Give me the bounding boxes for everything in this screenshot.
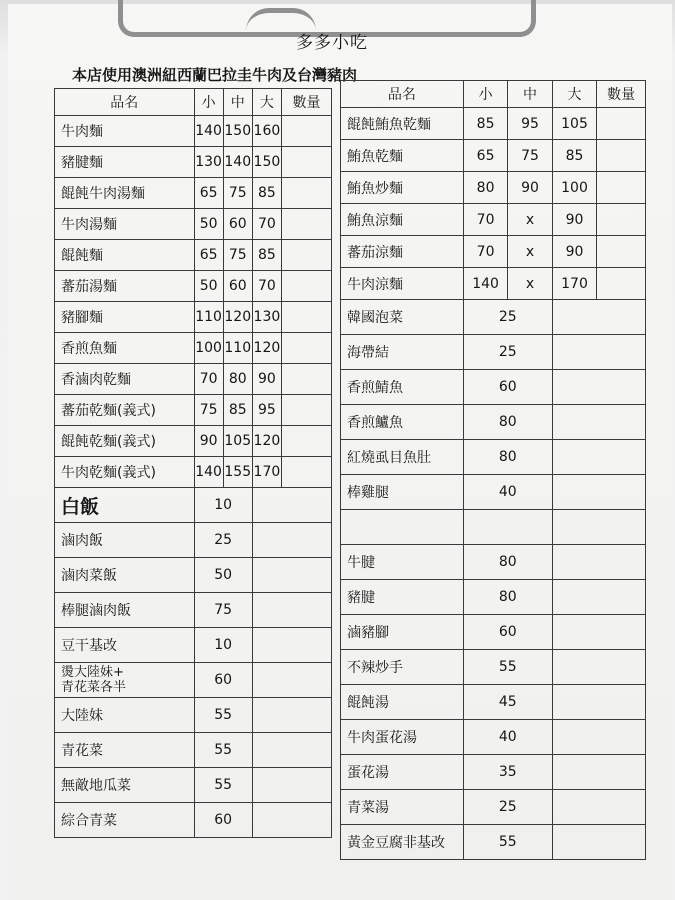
price-small: 70 xyxy=(194,364,223,395)
menu-row xyxy=(55,209,332,240)
menu-row xyxy=(341,790,646,825)
left-menu-table xyxy=(54,88,332,838)
price-small: 70 xyxy=(463,236,507,268)
column-header-medium: 中 xyxy=(508,81,552,108)
menu-row xyxy=(341,236,646,268)
column-header-small: 小 xyxy=(463,81,507,108)
menu-row xyxy=(55,523,332,558)
item-name xyxy=(55,663,195,698)
column-header-medium: 中 xyxy=(223,89,252,116)
quantity-cell xyxy=(282,116,332,147)
quantity-cell xyxy=(252,733,331,768)
menu-row xyxy=(55,116,332,147)
item-price: 55 xyxy=(194,698,252,733)
price-small: 50 xyxy=(194,271,223,302)
menu-row xyxy=(55,698,332,733)
quantity-cell xyxy=(282,457,332,488)
column-header-large: 大 xyxy=(552,81,596,108)
price-medium: 105 xyxy=(223,426,252,457)
quantity-cell xyxy=(597,268,646,300)
item-name: 不辣炒手 xyxy=(341,650,464,685)
item-name: 蕃茄湯麵 xyxy=(55,271,195,302)
item-name: 棒腿滷肉飯 xyxy=(55,593,195,628)
menu-row xyxy=(55,364,332,395)
menu-row xyxy=(55,395,332,426)
price-small: 110 xyxy=(194,302,223,333)
menu-row xyxy=(55,302,332,333)
column-header-name: 品名 xyxy=(55,89,195,116)
quantity-cell xyxy=(282,271,332,302)
menu-row xyxy=(55,147,332,178)
price-medium: 60 xyxy=(223,209,252,240)
price-medium: 75 xyxy=(508,140,552,172)
item-price: 60 xyxy=(463,370,552,405)
item-name: 豬腱 xyxy=(341,580,464,615)
price-medium: 110 xyxy=(223,333,252,364)
item-name: 蕃茄乾麵(義式) xyxy=(55,395,195,426)
quantity-cell xyxy=(282,178,332,209)
quantity-cell xyxy=(252,488,331,523)
item-name: 牛腱 xyxy=(341,545,464,580)
quantity-cell xyxy=(282,333,332,364)
menu-row xyxy=(55,426,332,457)
quantity-cell xyxy=(552,440,645,475)
price-large: 120 xyxy=(252,426,281,457)
price-large: 70 xyxy=(252,271,281,302)
quantity-cell xyxy=(597,236,646,268)
price-medium: 60 xyxy=(223,271,252,302)
price-large: 85 xyxy=(252,240,281,271)
quantity-cell xyxy=(552,545,645,580)
quantity-cell xyxy=(597,172,646,204)
quantity-cell xyxy=(597,140,646,172)
menu-row xyxy=(341,440,646,475)
item-name: 豆干基改 xyxy=(55,628,195,663)
menu-row xyxy=(341,172,646,204)
price-medium: x xyxy=(508,268,552,300)
column-header-large: 大 xyxy=(252,89,281,116)
quantity-cell xyxy=(282,302,332,333)
price-small: 80 xyxy=(463,172,507,204)
menu-row xyxy=(341,204,646,236)
menu-row xyxy=(341,650,646,685)
menu-row xyxy=(341,475,646,510)
item-name: 香滷肉乾麵 xyxy=(55,364,195,395)
menu-row xyxy=(55,663,332,698)
quantity-cell xyxy=(552,825,645,860)
menu-row xyxy=(341,268,646,300)
menu-row xyxy=(341,370,646,405)
price-medium: x xyxy=(508,236,552,268)
menu-row xyxy=(55,628,332,663)
quantity-cell xyxy=(252,803,331,838)
price-large: 95 xyxy=(252,395,281,426)
price-small: 65 xyxy=(194,240,223,271)
menu-row xyxy=(341,685,646,720)
item-name: 牛肉蛋花湯 xyxy=(341,720,464,755)
item-price: 50 xyxy=(194,558,252,593)
menu-row xyxy=(55,457,332,488)
item-name: 滷肉飯 xyxy=(55,523,195,558)
menu-row xyxy=(341,108,646,140)
quantity-cell xyxy=(282,395,332,426)
quantity-cell xyxy=(282,147,332,178)
menu-row xyxy=(55,733,332,768)
item-name: 韓國泡菜 xyxy=(341,300,464,335)
price-medium: 150 xyxy=(223,116,252,147)
price-small: 75 xyxy=(194,395,223,426)
price-large: 170 xyxy=(252,457,281,488)
price-large: 85 xyxy=(252,178,281,209)
quantity-cell xyxy=(552,475,645,510)
menu-row xyxy=(55,593,332,628)
item-name: 牛肉涼麵 xyxy=(341,268,464,300)
item-name: 青花菜 xyxy=(55,733,195,768)
quantity-cell xyxy=(282,209,332,240)
item-price: 60 xyxy=(194,803,252,838)
item-name: 牛肉麵 xyxy=(55,116,195,147)
item-price: 45 xyxy=(463,685,552,720)
menu-row xyxy=(341,755,646,790)
price-large: 170 xyxy=(552,268,596,300)
price-large: 130 xyxy=(252,302,281,333)
item-name: 鮪魚乾麵 xyxy=(341,140,464,172)
quantity-cell xyxy=(282,240,332,271)
item-name: 牛肉湯麵 xyxy=(55,209,195,240)
item-name: 白飯 xyxy=(55,488,195,523)
item-price: 40 xyxy=(463,475,552,510)
menu-row xyxy=(341,615,646,650)
quantity-cell xyxy=(252,593,331,628)
menu-row xyxy=(55,768,332,803)
item-price: 60 xyxy=(463,615,552,650)
quantity-cell xyxy=(252,628,331,663)
item-name: 餛飩麵 xyxy=(55,240,195,271)
quantity-cell xyxy=(252,768,331,803)
quantity-cell xyxy=(552,580,645,615)
price-large: 90 xyxy=(252,364,281,395)
item-name: 滷豬腳 xyxy=(341,615,464,650)
item-price: 10 xyxy=(194,488,252,523)
price-large: 90 xyxy=(552,204,596,236)
price-large: 90 xyxy=(552,236,596,268)
item-name: 紅燒虱目魚肚 xyxy=(341,440,464,475)
item-name: 海帶結 xyxy=(341,335,464,370)
price-small: 140 xyxy=(194,116,223,147)
item-name: 豬腳麵 xyxy=(55,302,195,333)
quantity-cell xyxy=(552,300,645,335)
item-name: 蕃茄涼麵 xyxy=(341,236,464,268)
menu-row xyxy=(341,720,646,755)
item-price: 55 xyxy=(194,768,252,803)
right-menu-table xyxy=(340,80,646,860)
quantity-cell xyxy=(252,663,331,698)
quantity-cell xyxy=(252,523,331,558)
item-name: 餛飩牛肉湯麵 xyxy=(55,178,195,209)
item-name: 青菜湯 xyxy=(341,790,464,825)
item-price: 80 xyxy=(463,545,552,580)
price-large: 120 xyxy=(252,333,281,364)
price-medium: 75 xyxy=(223,178,252,209)
quantity-cell xyxy=(552,685,645,720)
item-name-line2: 青花菜各半 xyxy=(61,680,127,695)
menu-row xyxy=(55,803,332,838)
item-name: 無敵地瓜菜 xyxy=(55,768,195,803)
price-medium: 155 xyxy=(223,457,252,488)
menu-row xyxy=(341,335,646,370)
menu-row xyxy=(341,405,646,440)
item-price xyxy=(463,510,552,545)
item-name: 餛飩鮪魚乾麵 xyxy=(341,108,464,140)
column-header-name: 品名 xyxy=(341,81,464,108)
menu-row xyxy=(55,240,332,271)
quantity-cell xyxy=(282,364,332,395)
price-medium: 140 xyxy=(223,147,252,178)
item-price: 25 xyxy=(463,300,552,335)
price-medium: 120 xyxy=(223,302,252,333)
price-small: 50 xyxy=(194,209,223,240)
quantity-cell xyxy=(552,510,645,545)
item-price: 75 xyxy=(194,593,252,628)
item-name: 滷肉菜飯 xyxy=(55,558,195,593)
item-name: 香煎鱸魚 xyxy=(341,405,464,440)
quantity-cell xyxy=(597,204,646,236)
price-large: 105 xyxy=(552,108,596,140)
table-header-row xyxy=(55,89,332,116)
menu-row xyxy=(55,271,332,302)
price-medium: 90 xyxy=(508,172,552,204)
quantity-cell xyxy=(282,426,332,457)
quantity-cell xyxy=(552,370,645,405)
item-price: 55 xyxy=(463,825,552,860)
price-medium: 75 xyxy=(223,240,252,271)
item-price: 55 xyxy=(463,650,552,685)
item-price: 60 xyxy=(194,663,252,698)
item-name: 蛋花湯 xyxy=(341,755,464,790)
price-large: 70 xyxy=(252,209,281,240)
item-price: 25 xyxy=(463,790,552,825)
item-price: 40 xyxy=(463,720,552,755)
price-medium: x xyxy=(508,204,552,236)
item-name xyxy=(341,510,464,545)
table-header-row xyxy=(341,81,646,108)
price-small: 65 xyxy=(463,140,507,172)
price-medium: 80 xyxy=(223,364,252,395)
item-name-line1: 燙大陸妹+ xyxy=(61,665,124,680)
quantity-cell xyxy=(552,790,645,825)
price-small: 85 xyxy=(463,108,507,140)
menu-row xyxy=(341,545,646,580)
item-name: 香煎鯖魚 xyxy=(341,370,464,405)
price-small: 70 xyxy=(463,204,507,236)
quantity-cell xyxy=(252,698,331,733)
quantity-cell xyxy=(552,335,645,370)
quantity-cell xyxy=(252,558,331,593)
price-large: 100 xyxy=(552,172,596,204)
menu-row xyxy=(341,825,646,860)
price-large: 85 xyxy=(552,140,596,172)
quantity-cell xyxy=(552,650,645,685)
item-price: 35 xyxy=(463,755,552,790)
column-header-qty: 數量 xyxy=(282,89,332,116)
price-large: 150 xyxy=(252,147,281,178)
price-small: 65 xyxy=(194,178,223,209)
menu-row xyxy=(55,558,332,593)
price-small: 140 xyxy=(463,268,507,300)
menu-row xyxy=(55,333,332,364)
item-name: 綜合青菜 xyxy=(55,803,195,838)
item-price: 80 xyxy=(463,405,552,440)
quantity-cell xyxy=(552,755,645,790)
menu-row xyxy=(341,580,646,615)
price-medium: 95 xyxy=(508,108,552,140)
item-name: 牛肉乾麵(義式) xyxy=(55,457,195,488)
item-name: 香煎魚麵 xyxy=(55,333,195,364)
item-price: 80 xyxy=(463,440,552,475)
item-name: 豬腱麵 xyxy=(55,147,195,178)
menu-title: 多多小吃 xyxy=(296,33,368,53)
price-large: 160 xyxy=(252,116,281,147)
menu-row xyxy=(341,300,646,335)
quantity-cell xyxy=(552,615,645,650)
item-name: 鮪魚炒麵 xyxy=(341,172,464,204)
price-small: 130 xyxy=(194,147,223,178)
menu-row xyxy=(55,488,332,523)
menu-row xyxy=(55,178,332,209)
column-header-qty: 數量 xyxy=(597,81,646,108)
menu-subtitle: 本店使用澳洲紐西蘭巴拉圭牛肉及台灣豬肉 xyxy=(72,66,358,84)
item-name: 鮪魚涼麵 xyxy=(341,204,464,236)
item-name: 棒雞腿 xyxy=(341,475,464,510)
item-price: 10 xyxy=(194,628,252,663)
item-price: 25 xyxy=(463,335,552,370)
item-name: 黃金豆腐非基改 xyxy=(341,825,464,860)
item-name: 餛飩湯 xyxy=(341,685,464,720)
quantity-cell xyxy=(597,108,646,140)
column-header-small: 小 xyxy=(194,89,223,116)
item-price: 55 xyxy=(194,733,252,768)
menu-row xyxy=(341,510,646,545)
price-small: 90 xyxy=(194,426,223,457)
item-name: 大陸妹 xyxy=(55,698,195,733)
price-small: 140 xyxy=(194,457,223,488)
item-price: 80 xyxy=(463,580,552,615)
item-name: 餛飩乾麵(義式) xyxy=(55,426,195,457)
quantity-cell xyxy=(552,720,645,755)
quantity-cell xyxy=(552,405,645,440)
price-small: 100 xyxy=(194,333,223,364)
menu-row xyxy=(341,140,646,172)
item-price: 25 xyxy=(194,523,252,558)
price-medium: 85 xyxy=(223,395,252,426)
